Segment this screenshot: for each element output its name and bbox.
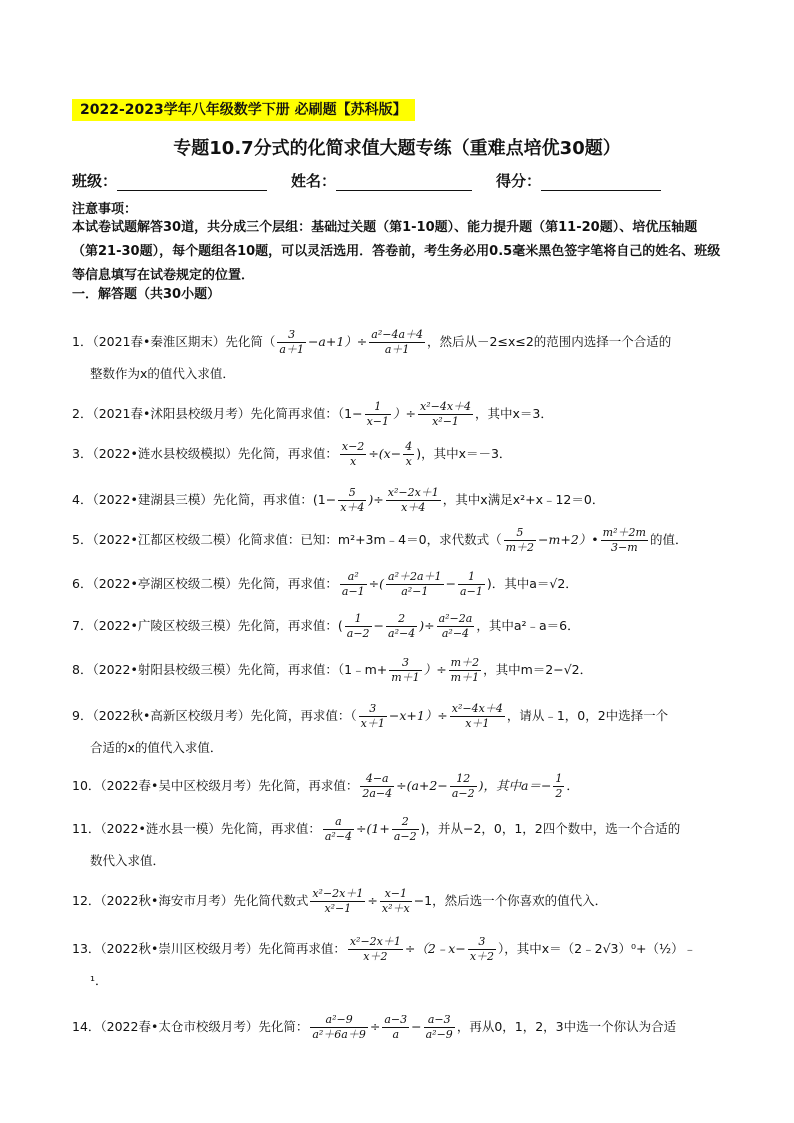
fraction-numerator: a²＋2a＋1 [388, 570, 442, 583]
fraction-numerator: 1 [345, 612, 372, 627]
fraction-denominator: a²＋6a＋9 [312, 1028, 366, 1041]
math-operator: −x+1）÷ [388, 708, 448, 723]
fraction-numerator: a−3 [424, 1013, 455, 1028]
student-info-row [72, 170, 732, 191]
question-source: （2022秋•海安市月考）先化简代数式 [100, 893, 309, 908]
question-number: 4． [72, 492, 93, 507]
question-number: 7． [72, 618, 93, 633]
name-field[interactable] [336, 172, 472, 191]
fraction-denominator: a²−4 [441, 627, 470, 640]
fraction [392, 815, 419, 844]
fraction [450, 772, 477, 801]
question-tail: −1，然后选一个你喜欢的值代入． [413, 893, 608, 908]
fraction [403, 440, 414, 469]
question-tail: )，并从−2，0，1，2四个数中，选一个合适的 [420, 821, 681, 836]
fraction [386, 612, 417, 641]
fraction [310, 1013, 368, 1042]
question-number: 1． [72, 334, 93, 349]
fraction-numerator: x−1 [380, 887, 412, 902]
fraction-denominator: 3−m [610, 541, 638, 554]
question-10 [72, 772, 732, 801]
math-operator: ÷(1+ [356, 821, 390, 836]
question-12 [72, 887, 732, 916]
score-label: 得分： [496, 172, 542, 190]
page-title: 专题10.7分式的化简求值大题专练（重难点培优30题） [173, 138, 621, 159]
question-tail: )．其中a＝√2． [486, 576, 578, 591]
question-source: （2022秋•崇川区校级月考）先化简再求值： [100, 941, 346, 956]
question-source: （2022•江都区校级二模）化简求值：已知：m²+3m﹣4＝0，求代数式（ [92, 532, 502, 547]
question-source: （2022春•吴中区校级月考）先化简，再求值： [100, 778, 359, 793]
question-continuation: 整数作为x的值代入求值． [90, 366, 235, 381]
fraction-numerator: 1 [555, 772, 563, 785]
math-operator: )÷ [368, 492, 384, 507]
fraction [359, 702, 387, 731]
fraction-numerator: a²−2a [438, 612, 473, 625]
fraction [340, 570, 367, 599]
fraction-denominator: x²−1 [324, 902, 352, 915]
fraction [418, 400, 473, 429]
fraction-denominator: a²−4 [324, 830, 353, 843]
fraction-denominator: 2 [555, 787, 563, 800]
math-operator: −a+1）÷ [307, 334, 368, 349]
fraction [348, 935, 403, 964]
question-7 [72, 612, 732, 641]
fraction-denominator: 2a−4 [362, 787, 393, 800]
fraction-denominator: a＋1 [279, 343, 304, 356]
fraction-denominator: a−2 [451, 787, 475, 800]
question-source: （2022•射阳县校级三模）先化简，再求值：（1﹣m+ [92, 662, 388, 677]
math-operator: )，其中a＝− [478, 778, 552, 793]
question-4 [72, 486, 732, 515]
question-tail: ，请从﹣1，0，2中选择一个 [506, 708, 669, 723]
question-source: （2022春•太仓市校级月考）先化简： [100, 1019, 309, 1034]
fraction-numerator: 12 [450, 772, 477, 787]
math-operator: ÷(a+2− [396, 778, 448, 793]
fraction-denominator: a²−1 [401, 585, 429, 598]
question-14 [72, 1013, 732, 1042]
fraction [386, 486, 441, 515]
fraction [424, 1013, 455, 1042]
fraction-numerator: 4−a [360, 772, 394, 787]
question-continuation: 合适的x的值代入求值． [90, 740, 223, 755]
fraction-numerator: 3 [389, 656, 421, 671]
fraction-denominator: a＋1 [384, 343, 410, 356]
question-tail: ，再从0，1，2，3中选一个你认为合适 [456, 1019, 677, 1034]
fraction-numerator: m＋2 [450, 656, 480, 669]
question-13 [72, 935, 732, 988]
question-number: 5． [72, 532, 93, 547]
class-label: 班级： [72, 172, 118, 190]
fraction-denominator: x＋2 [363, 950, 388, 963]
fraction-numerator: a² [340, 570, 367, 585]
fraction-denominator: x [349, 455, 357, 468]
fraction [389, 656, 421, 685]
fraction-denominator: x [405, 455, 412, 468]
fraction-denominator: a−2 [393, 830, 417, 843]
fraction-numerator: 2 [392, 815, 419, 830]
fraction-denominator: a−1 [460, 585, 483, 598]
question-2 [72, 400, 732, 429]
name-label: 姓名： [291, 172, 337, 190]
question-continuation: 数代入求值． [90, 853, 166, 868]
question-1 [72, 328, 732, 381]
question-source: （2022•建湖县三模）先化简，再求值：(1− [92, 492, 337, 507]
fraction [553, 772, 564, 801]
fraction [450, 702, 505, 731]
question-6 [72, 570, 732, 599]
fraction [365, 400, 391, 429]
question-number: 2． [72, 406, 93, 421]
math-operator: ÷( [368, 576, 385, 591]
question-tail: ，其中m＝2−√2． [483, 662, 593, 677]
question-continuation: ¹． [90, 973, 108, 988]
math-operator: ÷（2﹣x− [404, 941, 466, 956]
question-tail: )，其中x＝－3． [416, 446, 512, 461]
fraction-denominator: x＋1 [465, 717, 490, 730]
question-source: （2022秋•高新区校级月考）先化简，再求值：（ [92, 708, 357, 723]
question-number: 9． [72, 708, 93, 723]
fraction [380, 887, 412, 916]
math-operator: ）÷ [393, 406, 416, 421]
fraction [601, 526, 648, 555]
fraction [369, 328, 425, 357]
question-number: 10． [72, 778, 101, 793]
fraction-numerator: x²−4x＋4 [419, 400, 472, 413]
fraction-denominator: a²−9 [425, 1028, 453, 1041]
fraction-numerator: m²＋2m [602, 526, 646, 539]
fraction-denominator: a [392, 1028, 400, 1041]
question-number: 11． [72, 821, 101, 836]
math-operator: ÷ [367, 893, 378, 908]
question-8 [72, 656, 732, 685]
fraction [437, 612, 475, 641]
fraction-numerator: 3 [277, 328, 306, 343]
fraction-numerator: a−3 [384, 1013, 408, 1026]
fraction-denominator: a−2 [346, 627, 370, 640]
question-tail: ），其中x＝（2﹣2√3）⁰+（½）﹣ [498, 941, 697, 956]
fraction-denominator: x＋4 [401, 501, 426, 514]
fraction-numerator: x−2 [341, 440, 365, 453]
fraction-denominator: m＋1 [450, 671, 480, 684]
fraction [277, 328, 306, 357]
question-tail: 的值． [649, 532, 688, 547]
section-title: 一．解答题（共30小题） [72, 287, 221, 302]
question-source: （2021春•秦淮区期末）先化简（ [92, 334, 276, 349]
fraction [449, 656, 481, 685]
question-tail: ，其中a²﹣a＝6． [476, 618, 580, 633]
question-tail: ，然后从－2≤x≤2的范围内选择一个合适的 [427, 334, 672, 349]
fraction-denominator: a²−4 [388, 627, 416, 640]
fraction-numerator: 5 [504, 526, 536, 541]
fraction [323, 815, 354, 844]
class-field[interactable] [117, 172, 267, 191]
fraction [340, 440, 366, 469]
fraction-denominator: x²−1 [432, 415, 459, 428]
fraction-denominator: x²＋x [381, 902, 410, 915]
question-11 [72, 815, 732, 868]
fraction-denominator: x＋1 [360, 717, 385, 730]
question-9 [72, 702, 732, 755]
question-number: 13． [72, 941, 101, 956]
fraction-numerator: x²−2x＋1 [312, 887, 364, 900]
question-5 [72, 526, 732, 555]
question-number: 6． [72, 576, 93, 591]
fraction-denominator: m＋2 [505, 541, 535, 554]
question-tail: ，其中x满足x²+x﹣12＝0． [442, 492, 605, 507]
fraction-numerator: 1 [458, 570, 485, 585]
math-operator: − [445, 576, 457, 591]
fraction-numerator: a²−9 [310, 1013, 368, 1028]
fraction [338, 486, 366, 515]
series-banner: 2022-2023学年八年级数学下册 必刷题【苏科版】 [72, 99, 415, 121]
fraction-numerator: 2 [386, 612, 417, 627]
fraction-numerator: 3 [468, 935, 496, 950]
fraction [504, 526, 536, 555]
math-operator: ）÷ [423, 662, 447, 677]
fraction [468, 935, 496, 964]
fraction-denominator: x−1 [366, 415, 389, 428]
fraction [360, 772, 394, 801]
score-field[interactable] [541, 172, 661, 191]
fraction-denominator: x＋4 [340, 501, 365, 514]
fraction [382, 1013, 409, 1042]
question-source: （2022•亭湖区校级二模）先化简，再求值： [92, 576, 338, 591]
math-operator: ÷ [369, 1019, 381, 1034]
fraction-denominator: m＋1 [391, 671, 420, 684]
question-source: （2022•涟水县校级模拟）先化简，再求值： [92, 446, 338, 461]
fraction-numerator: a²−4a＋4 [371, 328, 424, 341]
fraction-numerator: 3 [359, 702, 387, 717]
math-operator: − [411, 1019, 422, 1034]
math-operator: )÷ [419, 618, 435, 633]
question-number: 8． [72, 662, 93, 677]
fraction-denominator: a−1 [341, 585, 365, 598]
fraction-numerator: 5 [338, 486, 366, 501]
math-operator: −m+2）• [538, 532, 599, 547]
question-source: （2021春•沭阳县校级月考）先化简再求值：（1− [92, 406, 363, 421]
fraction-numerator: a [323, 815, 354, 830]
fraction-numerator: x²−2x＋1 [349, 935, 401, 948]
fraction [386, 570, 444, 599]
question-3 [72, 440, 732, 469]
notice-heading: 注意事项： [72, 202, 138, 217]
math-operator: − [373, 618, 385, 633]
question-number: 3． [72, 446, 93, 461]
question-tail: ． [566, 778, 579, 793]
math-operator: ÷(x− [368, 446, 402, 461]
question-number: 12． [72, 893, 101, 908]
question-source: （2022•广陵区校级三模）先化简，再求值：( [92, 618, 343, 633]
question-number: 14． [72, 1019, 101, 1034]
fraction-numerator: 4 [405, 440, 413, 453]
fraction-denominator: x＋2 [469, 950, 495, 963]
fraction-numerator: x²−4x＋4 [451, 702, 503, 715]
question-source: （2022•涟水县一模）先化简，再求值： [100, 821, 321, 836]
notice-text: 本试卷试题解答30道，共分成三个层组：基础过关题（第1-10题）、能力提升题（第11-20题）、培优压轴题（第21-30题），每个题组各10题，可以灵活选用．答卷前，考生务必用0.5毫米黑色签字笔将自己的姓名、班级等信息填写在试卷规定的位置． [72, 220, 721, 283]
fraction-numerator: 1 [365, 400, 391, 415]
fraction [345, 612, 372, 641]
question-tail: ，其中x＝3． [475, 406, 553, 421]
fraction-numerator: x²−2x＋1 [387, 486, 439, 499]
fraction [310, 887, 365, 916]
fraction [458, 570, 485, 599]
